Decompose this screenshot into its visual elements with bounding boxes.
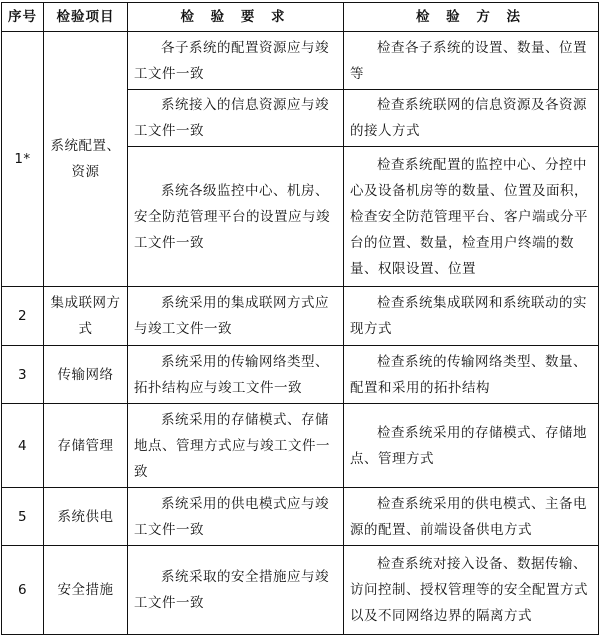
row-method	[344, 287, 599, 346]
requirement-text: 系统接入的信息资源应与竣工文件一致	[134, 97, 329, 139]
row-item: 集成联网方式	[44, 287, 128, 346]
method-text: 检查系统联网的信息资源及各资源的接人方式	[350, 97, 587, 139]
requirement-text: 系统各级监控中心、机房、安全防范管理平台的设置应与竣工文件一致	[134, 182, 330, 251]
row-requirement	[128, 488, 344, 546]
row-method	[344, 147, 599, 287]
requirement-text: 系统采用的传输网络类型、拓扑结构应与竣工文件一致	[134, 353, 329, 396]
requirement-text: 各子系统的配置资源应与竣工文件一致	[134, 39, 329, 82]
row-requirement	[128, 546, 344, 635]
header-requirement: 检 验 要 求	[128, 3, 344, 32]
row-seq: 6	[2, 546, 44, 635]
row-requirement	[128, 287, 344, 346]
header-row	[2, 3, 599, 32]
row-requirement	[128, 147, 344, 287]
method-text: 检查系统采用的供电模式、主备电源的配置、前端设备供电方式	[350, 495, 587, 538]
table-row	[2, 404, 599, 488]
row-item: 系统配置、资源	[44, 32, 128, 287]
header-seq: 序号	[2, 3, 44, 32]
inspection-table-container	[1, 2, 598, 633]
row-requirement	[128, 346, 344, 404]
requirement-text: 系统采取的安全措施应与竣工文件一致	[134, 569, 329, 611]
requirement-text: 系统采用的供电模式应与竣工文件一致	[134, 495, 329, 538]
row-seq: 3	[2, 346, 44, 404]
method-text: 检查系统的传输网络类型、数量、配置和采用的拓扑结构	[350, 353, 587, 396]
row-item: 安全措施	[44, 546, 128, 635]
row-item: 系统供电	[44, 488, 128, 546]
row-seq: 2	[2, 287, 44, 346]
row-seq: 1*	[2, 32, 44, 287]
method-text: 检查系统配置的监控中心、分控中心及设备机房等的数量、位置及面积，检查安全防范管理平台、客户端或分平台的位置、数量，检查用户终端的数量、权限设置、位置	[350, 156, 588, 277]
row-requirement	[128, 404, 344, 488]
table-row	[2, 32, 599, 90]
row-method	[344, 546, 599, 635]
method-text: 检查系统集成联网和系统联动的实现方式	[350, 295, 587, 337]
inspection-table	[1, 2, 599, 635]
table-row	[2, 346, 599, 404]
row-method	[344, 404, 599, 488]
row-method	[344, 346, 599, 404]
row-seq: 5	[2, 488, 44, 546]
requirement-text: 系统采用的集成联网方式应与竣工文件一致	[134, 295, 329, 337]
row-seq: 4	[2, 404, 44, 488]
method-text: 检查系统对接入设备、数据传输、访问控制、授权管理等的安全配置方式以及不同网络边界的隔离方式	[350, 556, 588, 624]
table-row	[2, 287, 599, 346]
row-method	[344, 32, 599, 90]
row-method	[344, 488, 599, 546]
method-text: 检查系统采用的存储模式、存储地点、管理方式	[350, 424, 587, 467]
header-item: 检验项目	[44, 3, 128, 32]
row-item: 传输网络	[44, 346, 128, 404]
table-row	[2, 546, 599, 635]
header-method: 检 验 方 法	[344, 3, 599, 32]
row-requirement	[128, 90, 344, 147]
method-text: 检查各子系统的设置、数量、位置等	[350, 39, 587, 82]
row-requirement	[128, 32, 344, 90]
row-item: 存储管理	[44, 404, 128, 488]
row-method	[344, 90, 599, 147]
table-row	[2, 488, 599, 546]
requirement-text: 系统采用的存储模式、存储地点、管理方式应与竣工文件一致	[134, 411, 330, 480]
